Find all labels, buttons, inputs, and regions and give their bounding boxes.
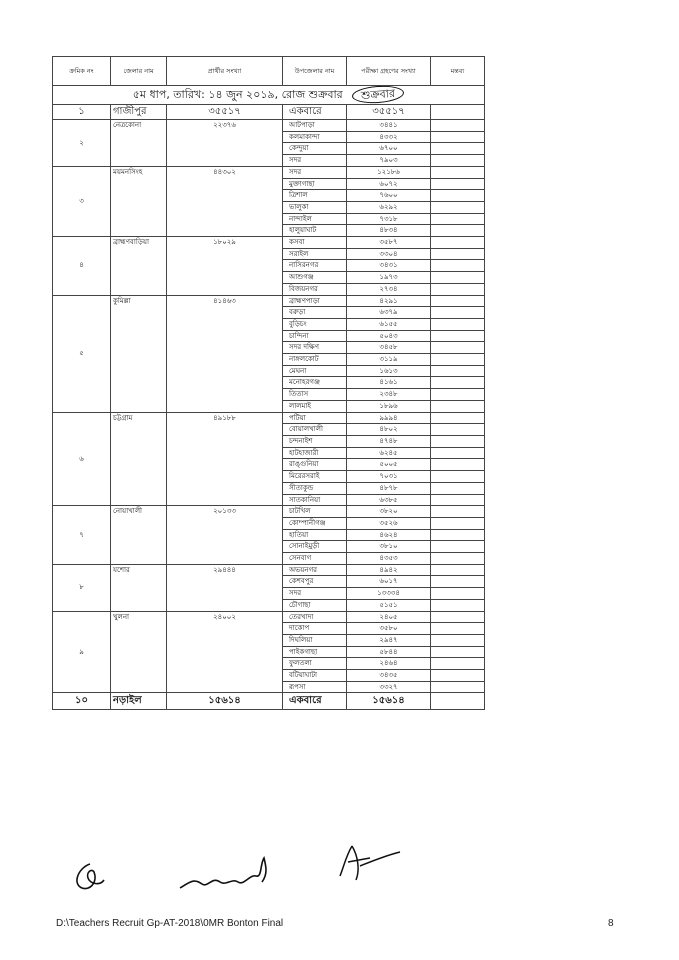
upazila-cell: নাসিরনগর [283,260,347,272]
exam-schedule-table [52,56,485,710]
upazila-cell: সীতাকুন্ড [283,482,347,494]
remarks-cell [431,272,485,284]
upazila-cell: কেশবপুর [283,576,347,588]
exam-count-cell: ৩৫৫১৭ [347,105,431,120]
exam-count-cell: ৬৭০০ [347,143,431,155]
remarks-cell [431,354,485,366]
remarks-cell [431,105,485,120]
remarks-cell [431,611,485,623]
exam-count-cell: ৭০৩১ [347,471,431,483]
exam-count-cell: ৭৩১৮ [347,213,431,225]
remarks-cell [431,131,485,143]
exam-count-cell: ৪৮৩৪ [347,225,431,237]
upazila-cell: হাতিয়া [283,529,347,541]
upazila-cell: সদর দক্ষিণ [283,342,347,354]
candidates-cell: ২২৩৭৬ [167,120,283,167]
exam-count-cell: ৪৩৩২ [347,131,431,143]
remarks-cell [431,576,485,588]
exam-count-cell: ৩৩২৭ [347,681,431,693]
upazila-cell: রাঙ্গুনিয়া [283,459,347,471]
remarks-cell [431,143,485,155]
upazila-cell: চান্দিনা [283,330,347,342]
candidates-cell: ৪১৪৬৩ [167,295,283,412]
district-cell: কুমিল্লা [111,295,167,412]
signature-1 [68,858,108,898]
upazila-cell: দাকোপ [283,623,347,635]
remarks-header: মন্তব্য [431,57,485,86]
remarks-cell [431,201,485,213]
serial-cell: ৭ [53,506,111,565]
upazila-cell: তেরখাদা [283,611,347,623]
upazila-cell: একবারে [283,105,347,120]
upazila-cell: ভালুকা [283,201,347,213]
exam-count-cell: ৫১৫১ [347,599,431,611]
remarks-cell [431,435,485,447]
upazila-cell: মুক্তাগাছা [283,178,347,190]
phase-line: ৫ম ধাপ, তারিখ: ১৪ জুন ২০১৯, রোজ শুক্রবার [132,88,343,101]
upazila-cell: তিতাস [283,389,347,401]
district-cell: চট্টগ্রাম [111,412,167,506]
candidates-cell: ২৪০০২ [167,611,283,693]
remarks-cell [431,260,485,272]
serial-cell: ৯ [53,611,111,693]
exam-count-cell: ৩৮২০ [347,506,431,518]
upazila-cell: চন্দনাইশ [283,435,347,447]
upazila-cell: অভয়নগর [283,564,347,576]
exam-count-cell: ৩৩০৪ [347,248,431,260]
exam-count-cell: ৬২৪৫ [347,447,431,459]
upazila-cell: সদর [283,166,347,178]
page-number: 8 [608,918,614,929]
serial-cell: ২ [53,120,111,167]
upazila-cell: নাঙ্গলকোট [283,354,347,366]
exam-count-cell: ৪৭৪৮ [347,435,431,447]
exam-count-cell: ৪৯৪২ [347,564,431,576]
exam-count-cell: ৫০০৫ [347,459,431,471]
remarks-cell [431,377,485,389]
upazila-cell: রূপসা [283,681,347,693]
upazila-cell: চৌগাছা [283,599,347,611]
table-row [53,120,485,132]
exam-count-cell: ২৩৪৮ [347,389,431,401]
table-row [53,564,485,576]
remarks-cell [431,389,485,401]
signature-2 [176,852,276,896]
remarks-cell [431,646,485,658]
table-row [53,295,485,307]
exam-count-cell: ৪৩৫৩ [347,553,431,565]
upazila-cell: হালুয়াঘাট [283,225,347,237]
upazila-cell: কলমাকান্দা [283,131,347,143]
remarks-cell [431,634,485,646]
upazila-cell: সদর [283,155,347,167]
district-cell: নোয়াখালী [111,506,167,565]
candidates-cell: ৩৫৫১৭ [167,105,283,120]
serial-cell: ১০ [53,693,111,710]
remarks-cell [431,412,485,424]
serial-cell: ১ [53,105,111,120]
upazila-cell: পাইকগাছা [283,646,347,658]
upazila-cell: মেঘনা [283,365,347,377]
remarks-cell [431,155,485,167]
remarks-cell [431,424,485,436]
remarks-cell [431,459,485,471]
remarks-cell [431,237,485,249]
exam-count-cell: ৭৯০৩ [347,155,431,167]
serial-cell: ৮ [53,564,111,611]
phase-stamp: শুক্রবার [352,86,405,105]
upazila-cell: বোয়ালখালী [283,424,347,436]
remarks-cell [431,295,485,307]
district-cell: খুলনা [111,611,167,693]
upazila-cell: দিঘলিয়া [283,634,347,646]
upazila-cell: মিরেরসরাই [283,471,347,483]
candidates-cell: ২০১৩৩ [167,506,283,565]
upazila-cell: বটিয়াঘাটা [283,670,347,682]
exam-count-cell: ১৯৭৩ [347,272,431,284]
upazila-cell: সরাইল [283,248,347,260]
remarks-cell [431,248,485,260]
upazila-cell: ত্রিশাল [283,190,347,202]
exam-count-cell: ১২১৮৬ [347,166,431,178]
exam-count-cell: ৪৮৭৮ [347,482,431,494]
exam-count-cell: ৩৫২৬ [347,517,431,529]
remarks-cell [431,588,485,600]
exam-count-cell: ৫০৪৩ [347,330,431,342]
exam-count-cell: ৩১১৯ [347,354,431,366]
exam-count-cell: ৬২৯২ [347,201,431,213]
upazila-cell: হাটহাজারী [283,447,347,459]
remarks-cell [431,623,485,635]
exam-count-cell: ৯৯৯৪ [347,412,431,424]
remarks-cell [431,471,485,483]
serial-cell: ৩ [53,166,111,236]
remarks-cell [431,447,485,459]
exam-count-cell: ৩৪৩১ [347,260,431,272]
header-row [53,57,485,86]
upazila-cell: সোনাইমুড়ী [283,541,347,553]
exam-count-cell: ৪১৬১ [347,377,431,389]
upazila-cell: মনোহরগঞ্জ [283,377,347,389]
exam-count-cell: ৬০১৭ [347,576,431,588]
exam-count-cell: ৩৮১০ [347,541,431,553]
remarks-cell [431,658,485,670]
candidates-cell: ২৯৪৪৪ [167,564,283,611]
district-header: জেলার নাম [111,57,167,86]
serial-header: ক্রমিক নং [53,57,111,86]
candidates-header: প্রার্থীর সংখ্যা [167,57,283,86]
exam-count-cell: ৩৫৮০ [347,623,431,635]
candidates-cell: ১৮০২৯ [167,237,283,296]
remarks-cell [431,693,485,710]
table-row [53,166,485,178]
table-row [53,693,485,710]
remarks-cell [431,178,485,190]
upazila-cell: চাটখিল [283,506,347,518]
exam-count-cell: ৩৪৪১ [347,120,431,132]
upazila-cell: বরুড়া [283,307,347,319]
phase-cell [53,86,485,105]
exam-count-cell: ৪৮০২ [347,424,431,436]
upazila-cell: বুড়িচং [283,318,347,330]
signature-3 [330,836,410,886]
exam-count-cell: ৬১৫৫ [347,318,431,330]
upazila-cell: আশুগঞ্জ [283,272,347,284]
district-cell: নেত্রকোনা [111,120,167,167]
remarks-cell [431,365,485,377]
exam-count-cell: ২৭৩৪ [347,283,431,295]
exam-count-cell: ২৪০৫ [347,611,431,623]
upazila-cell: ব্রাহ্মণপাড়া [283,295,347,307]
serial-cell: ৪ [53,237,111,296]
district-cell: ব্রাহ্মণবাড়িয়া [111,237,167,296]
district-cell: গাজীপুর [111,105,167,120]
exam-count-cell: ১৮৯৬ [347,400,431,412]
exam-count-cell: ৩৫৮৭ [347,237,431,249]
exam-count-header: পরীক্ষা গ্রহণের সংখ্যা [347,57,431,86]
remarks-cell [431,541,485,553]
upazila-cell: কসবা [283,237,347,249]
upazila-cell: ফুলতলা [283,658,347,670]
remarks-cell [431,166,485,178]
upazila-cell: কেন্দুয়া [283,143,347,155]
remarks-cell [431,342,485,354]
remarks-cell [431,529,485,541]
upazila-cell: আটপাড়া [283,120,347,132]
exam-count-cell: ৬৩৮৫ [347,494,431,506]
district-cell: যশোর [111,564,167,611]
table-row [53,105,485,120]
remarks-cell [431,599,485,611]
remarks-cell [431,506,485,518]
upazila-cell: নান্দাইল [283,213,347,225]
remarks-cell [431,494,485,506]
remarks-cell [431,564,485,576]
upazila-cell: সেনবাগ [283,553,347,565]
exam-count-cell: ২৪৬৪ [347,658,431,670]
exam-count-cell: ৩৪৩৫ [347,670,431,682]
upazila-cell: একবারে [283,693,347,710]
exam-count-cell: ১৩৩৩৪ [347,588,431,600]
table-row [53,237,485,249]
table-row [53,412,485,424]
exam-count-cell: ৪২৯১ [347,295,431,307]
remarks-cell [431,318,485,330]
remarks-cell [431,330,485,342]
remarks-cell [431,670,485,682]
remarks-cell [431,213,485,225]
district-cell: নড়াইল [111,693,167,710]
remarks-cell [431,225,485,237]
remarks-cell [431,553,485,565]
serial-cell: ৬ [53,412,111,506]
upazila-cell: কোম্পানীগঞ্জ [283,517,347,529]
upazila-cell: সদর [283,588,347,600]
exam-count-cell: ৭৬০০ [347,190,431,202]
remarks-cell [431,482,485,494]
candidates-cell: ১৫৬১৪ [167,693,283,710]
exam-count-cell: ২৯৪৭ [347,634,431,646]
upazila-cell: বিজয়নগর [283,283,347,295]
remarks-cell [431,190,485,202]
table-row [53,506,485,518]
exam-count-cell: ৬০৭২ [347,178,431,190]
candidates-cell: ৪৯১৮৮ [167,412,283,506]
remarks-cell [431,120,485,132]
exam-count-cell: ১৬১৩ [347,365,431,377]
remarks-cell [431,400,485,412]
candidates-cell: ৪৪৩০২ [167,166,283,236]
remarks-cell [431,681,485,693]
exam-count-cell: ৪৬২৪ [347,529,431,541]
phase-row [53,86,485,105]
exam-count-cell: ৩৪৫৮ [347,342,431,354]
exam-count-cell: ১৫৬১৪ [347,693,431,710]
upazila-cell: পটিয়া [283,412,347,424]
footer-file-path: D:\Teachers Recruit Gp-AT-2018\0MR Bonton Final [56,918,284,929]
upazila-cell: সাতকানিয়া [283,494,347,506]
district-cell: ময়মনসিংহ [111,166,167,236]
table-row [53,611,485,623]
upazila-header: উপজেলার নাম [283,57,347,86]
remarks-cell [431,517,485,529]
remarks-cell [431,307,485,319]
upazila-cell: লালমাই [283,400,347,412]
exam-count-cell: ৬৩৭৯ [347,307,431,319]
exam-count-cell: ৫৮৪৪ [347,646,431,658]
serial-cell: ৫ [53,295,111,412]
remarks-cell [431,283,485,295]
